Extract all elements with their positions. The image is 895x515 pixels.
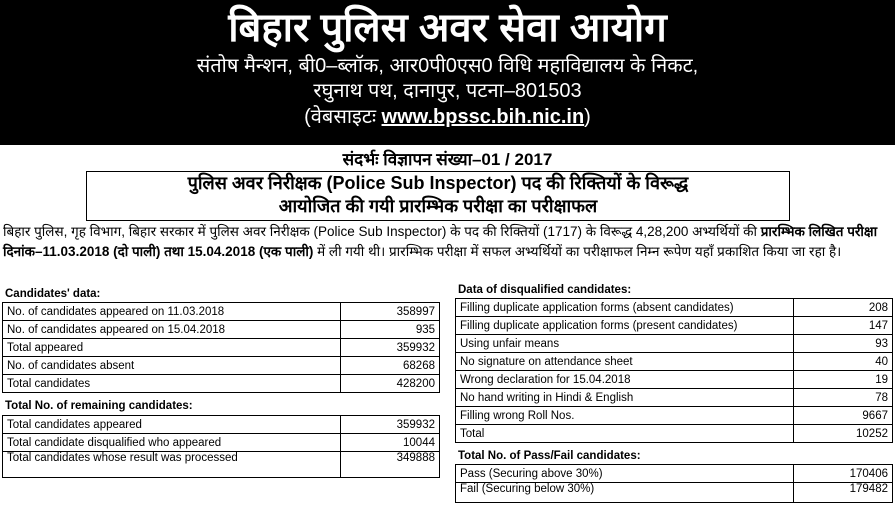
row-value: 9667 bbox=[794, 407, 893, 425]
row-label: Using unfair means bbox=[456, 335, 794, 353]
remaining-table bbox=[2, 415, 440, 478]
table-row bbox=[456, 389, 893, 407]
para-text-1: बिहार पुलिस, गृह विभाग, बिहार सरकार में पुलिस अवर निरीक्षक (Police Sub Inspector) के पद की रिक्तियों (1717) के विरूद्ध 4,28,200 अभ्यर्थियों की bbox=[3, 224, 761, 239]
table-row bbox=[456, 317, 893, 335]
candidates-data-table bbox=[2, 302, 440, 393]
row-label: Total appeared bbox=[3, 339, 341, 357]
row-label: Total bbox=[456, 425, 794, 443]
notice-title-line-1: पुलिस अवर निरीक्षक (Police Sub Inspector) पद की रिक्तियों के विरूद्ध bbox=[187, 173, 689, 193]
row-value: 170406 bbox=[794, 465, 893, 483]
table-row bbox=[3, 452, 440, 478]
row-label: Filling duplicate application forms (present candidates) bbox=[456, 317, 794, 335]
header-banner bbox=[0, 0, 895, 145]
website-prefix: (वेबसाइटः bbox=[304, 106, 382, 128]
row-value: 179482 bbox=[794, 483, 893, 503]
table-row bbox=[456, 407, 893, 425]
table-row bbox=[456, 425, 893, 443]
table-row bbox=[456, 483, 893, 503]
candidates-data-title: Candidates' data: bbox=[5, 288, 101, 300]
row-label: Total candidates whose result was processed bbox=[3, 452, 341, 478]
row-value: 40 bbox=[794, 353, 893, 371]
row-value: 93 bbox=[794, 335, 893, 353]
website-suffix: ) bbox=[584, 106, 591, 128]
table-row bbox=[3, 303, 440, 321]
row-label: No. of candidates absent bbox=[3, 357, 341, 375]
table-row bbox=[456, 335, 893, 353]
disqualified-title: Data of disqualified candidates: bbox=[458, 284, 632, 296]
table-row bbox=[456, 371, 893, 389]
reference-number: संदर्भः विज्ञापन संख्या–01 / 2017 bbox=[342, 150, 553, 169]
intro-paragraph bbox=[3, 222, 895, 262]
row-label: Filling duplicate application forms (absent candidates) bbox=[456, 299, 794, 317]
row-value: 358997 bbox=[341, 303, 440, 321]
row-label: Fail (Securing below 30%) bbox=[456, 483, 794, 503]
row-label: Total candidates bbox=[3, 375, 341, 393]
disqualified-table bbox=[455, 298, 893, 443]
row-value: 78 bbox=[794, 389, 893, 407]
row-label: No. of candidates appeared on 15.04.2018 bbox=[3, 321, 341, 339]
pass-fail-title: Total No. of Pass/Fail candidates: bbox=[458, 450, 641, 462]
notice-title-box bbox=[86, 171, 790, 221]
address-line-2: रघुनाथ पथ, दानापुर, पटना–801503 bbox=[313, 80, 582, 102]
pass-fail-table bbox=[455, 464, 893, 503]
row-value: 935 bbox=[341, 321, 440, 339]
table-row bbox=[3, 357, 440, 375]
row-label: Total candidate disqualified who appeared bbox=[3, 434, 341, 452]
row-value: 208 bbox=[794, 299, 893, 317]
row-label: No. of candidates appeared on 11.03.2018 bbox=[3, 303, 341, 321]
row-value: 147 bbox=[794, 317, 893, 335]
row-value: 10252 bbox=[794, 425, 893, 443]
remaining-title: Total No. of remaining candidates: bbox=[5, 400, 193, 412]
row-value: 19 bbox=[794, 371, 893, 389]
row-value: 68268 bbox=[341, 357, 440, 375]
website-link[interactable]: www.bpssc.bih.nic.in bbox=[381, 106, 585, 128]
organization-title: बिहार पुलिस अवर सेवा आयोग bbox=[228, 6, 667, 50]
row-label: No hand writing in Hindi & English bbox=[456, 389, 794, 407]
table-row bbox=[3, 434, 440, 452]
website-line bbox=[0, 104, 895, 130]
address-line-1: संतोष मैन्शन, बी0–ब्लॉक, आर0पी0एस0 विधि महाविद्यालय के निकट, bbox=[196, 55, 699, 77]
row-value: 359932 bbox=[341, 339, 440, 357]
table-row bbox=[456, 465, 893, 483]
row-value: 349888 bbox=[341, 452, 440, 478]
table-row bbox=[3, 321, 440, 339]
notice-title-line-2: आयोजित की गयी प्रारम्भिक परीक्षा का परीक्षाफल bbox=[278, 196, 598, 216]
para-bold: प्रारम्भिक लिखित परीक्षा दिनांक–11.03.2018 (दो पाली) तथा 15.04.2018 (एक पाली) bbox=[3, 224, 878, 259]
row-value: 10044 bbox=[341, 434, 440, 452]
para-text-2: में ली गयी थी। प्रारम्भिक परीक्षा में सफल अभ्यर्थियों का परीक्षाफल निम्न रूपेण यहाँ प्रकाशित किया जा रहा है। bbox=[313, 244, 842, 259]
table-row bbox=[456, 299, 893, 317]
table-row bbox=[3, 339, 440, 357]
row-label: Total candidates appeared bbox=[3, 416, 341, 434]
row-label: Filling wrong Roll Nos. bbox=[456, 407, 794, 425]
table-row bbox=[3, 375, 440, 393]
row-label: No signature on attendance sheet bbox=[456, 353, 794, 371]
row-label: Pass (Securing above 30%) bbox=[456, 465, 794, 483]
row-value: 428200 bbox=[341, 375, 440, 393]
row-value: 359932 bbox=[341, 416, 440, 434]
row-label: Wrong declaration for 15.04.2018 bbox=[456, 371, 794, 389]
table-row bbox=[3, 416, 440, 434]
table-row bbox=[456, 353, 893, 371]
